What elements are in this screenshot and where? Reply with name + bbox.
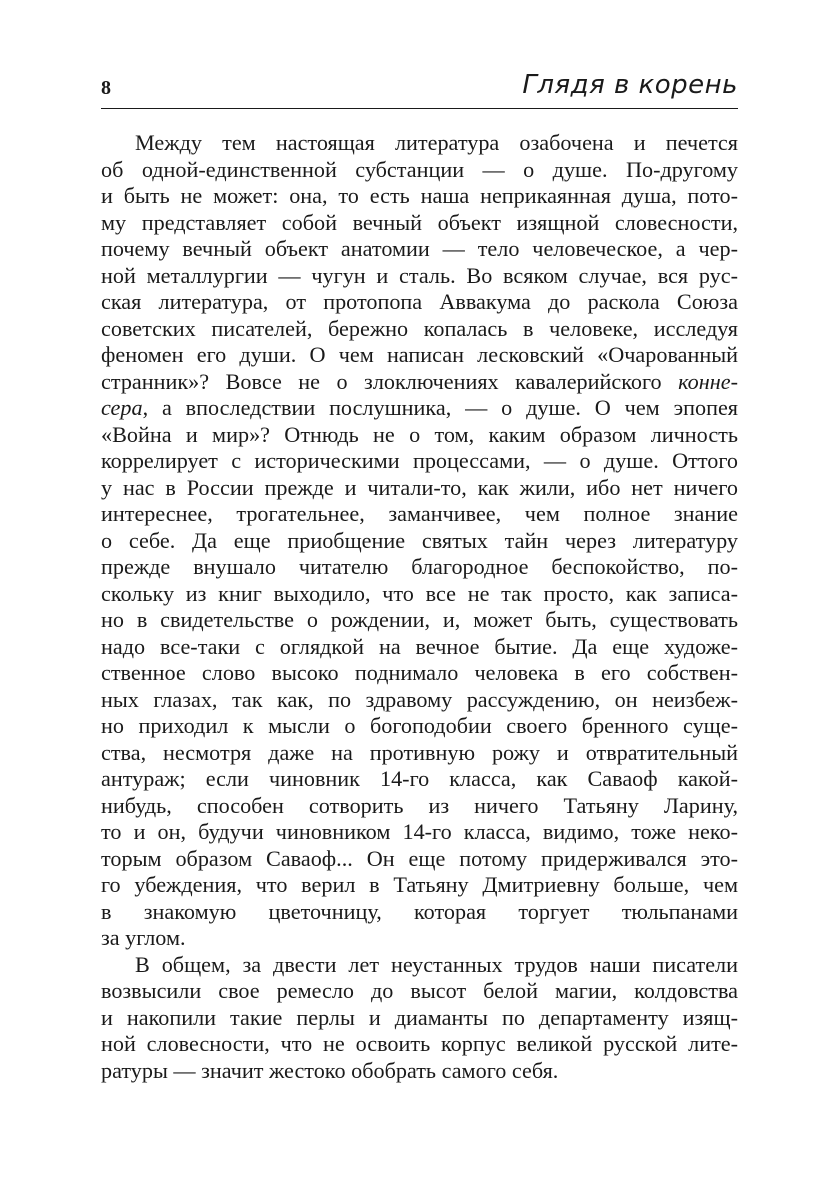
paragraph (101, 952, 738, 1085)
text-line (101, 634, 738, 661)
text-segment: , а впоследствии послушника, — о душе. О чем эпопея (142, 395, 738, 420)
text-segment: феномен его души. О чем написан лесковский «Очарованный (101, 342, 738, 367)
text-line (101, 395, 738, 422)
text-segment: у нас в России прежде и читали-то, как жили, ибо нет ничего (101, 474, 738, 500)
text-segment: за углом. (101, 925, 186, 950)
text-line (101, 952, 738, 979)
text-segment: но приходил к мысли о богоподобии своего бренного суще- (101, 713, 738, 738)
text-line (101, 448, 738, 475)
text-segment: об одной-единственной субстанции — о душе. По-другому (101, 156, 738, 182)
text-line (101, 369, 738, 396)
text-line (101, 130, 738, 157)
text-segment: интереснее, трогательнее, заманчивее, чем полное знание (101, 501, 738, 526)
text-line (101, 554, 738, 581)
text-segment: странник»? Вовсе не о злоключениях кавалерийского (101, 368, 679, 394)
text-line (101, 713, 738, 740)
text-segment: возвысили свое ремесло до высот белой магии, колдовства (101, 978, 738, 1003)
text-segment: советских писателей, бережно копалась в человеке, исследуя (101, 315, 738, 341)
text-segment: надо все-таки с оглядкой на вечное бытие. Да еще художе- (101, 633, 738, 659)
text-line (101, 925, 738, 952)
body-text (101, 130, 738, 1084)
text-segment: но в свидетельстве о рождении, и, может быть, существовать (101, 607, 738, 632)
text-line (101, 660, 738, 687)
text-line (101, 581, 738, 608)
text-segment: в знакомую цветочницу, которая торгует тюльпанами (101, 898, 738, 924)
text-segment: ственное слово высоко поднимало человека в его собствен- (101, 660, 738, 685)
text-segment: ных глазах, так как, по здравому рассуждению, он неизбеж- (101, 686, 738, 712)
text-line (101, 263, 738, 290)
text-line (101, 1031, 738, 1058)
text-line (101, 289, 738, 316)
text-line (101, 475, 738, 502)
text-segment: то и он, будучи чиновником 14-го класса, видимо, тоже неко- (101, 819, 738, 844)
text-line (101, 157, 738, 184)
text-line (101, 819, 738, 846)
text-line (101, 872, 738, 899)
text-segment: прежде внушало читателю благородное беспокойство, по- (101, 554, 738, 579)
text-line (101, 766, 738, 793)
text-line (101, 793, 738, 820)
text-line (101, 1058, 738, 1085)
text-line (101, 978, 738, 1005)
text-segment: ной словесности, что не освоить корпус великой русской лите- (101, 1031, 738, 1056)
text-segment: почему вечный объект анатомии — тело человеческое, а чер- (101, 236, 738, 261)
text-line (101, 501, 738, 528)
text-line (101, 846, 738, 873)
text-segment: ной металлургии — чугун и сталь. Во всяком случае, вся рус- (101, 262, 738, 288)
text-segment: о себе. Да еще приобщение святых тайн через литературу (101, 527, 738, 553)
text-segment: сера (101, 395, 143, 420)
text-line (101, 687, 738, 714)
text-segment: торым образом Саваоф... Он еще потому придерживался это- (101, 845, 738, 871)
text-segment: ратуры — значит жестоко обобрать самого себя. (101, 1057, 559, 1083)
text-segment: В общем, за двести лет неустанных трудов наши писатели (135, 951, 738, 977)
page-number: 8 (101, 77, 111, 99)
text-segment: конне- (678, 368, 738, 394)
text-line (101, 342, 738, 369)
running-title: Глядя в корень (522, 70, 738, 100)
paragraph (101, 130, 738, 952)
text-line (101, 316, 738, 343)
text-line (101, 899, 738, 926)
text-line (101, 210, 738, 237)
header-rule (101, 108, 738, 109)
text-segment: нибудь, способен сотворить из ничего Татьяну Ларину, (101, 792, 738, 818)
text-line (101, 740, 738, 767)
text-line (101, 183, 738, 210)
text-segment: и накопили такие перлы и диаманты по департаменту изящ- (101, 1004, 738, 1030)
text-segment: и быть не может: она, то есть наша неприкаянная душа, пото- (101, 183, 738, 208)
text-segment: Между тем настоящая литература озабочена и печется (135, 130, 738, 155)
page-header (101, 70, 738, 108)
text-segment: скольку из книг выходило, что все не так просто, как записа- (101, 580, 738, 606)
text-line (101, 607, 738, 634)
text-segment: антураж; если чиновник 14-го класса, как Саваоф какой- (101, 766, 738, 791)
text-line (101, 236, 738, 263)
text-segment: «Война и мир»? Отнюдь не о том, каким образом личность (101, 421, 738, 447)
text-segment: му представляет собой вечный объект изящной словесности, (101, 209, 738, 235)
text-segment: ская литература, от протопопа Аввакума до раскола Союза (101, 289, 738, 314)
text-segment: го убеждения, что верил в Татьяну Дмитриевну больше, чем (101, 872, 738, 897)
text-line (101, 1005, 738, 1032)
text-line (101, 422, 738, 449)
text-line (101, 528, 738, 555)
text-segment: коррелирует с историческими процессами, — о душе. Оттого (101, 448, 738, 473)
text-segment: ства, несмотря даже на противную рожу и отвратительный (101, 739, 738, 765)
